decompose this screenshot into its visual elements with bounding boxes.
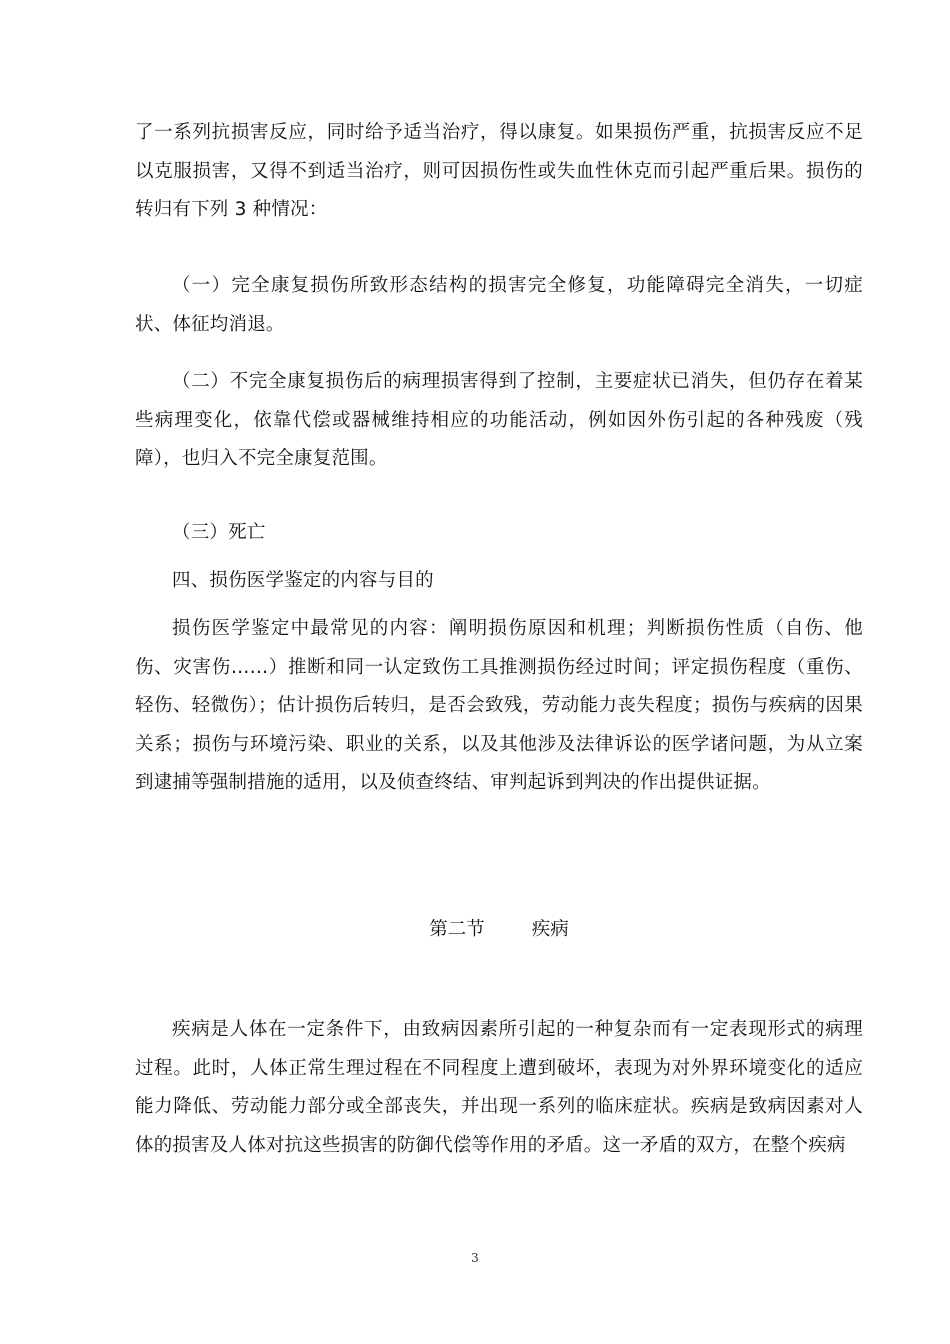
paragraph-identification-content: 损伤医学鉴定中最常见的内容：阐明损伤原因和机理；判断损伤性质（自伤、他伤、灾害伤……）推断和同一认定致伤工具推测损伤经过时间；评定损伤程度（重伤、轻伤、轻微伤）；估计损伤后转归，是否会致残，劳动能力丧失程度；损伤与疾病的因果关系；损伤与环境污染、职业的关系，以及其他涉及法律诉讼的医学诸问题，为从立案到逮捕等强制措施的适用，以及侦查终结、审判起诉到判决的作出提供证据。	[135, 618, 863, 793]
page-number: 3	[471, 1251, 479, 1265]
section-heading-disease: 第二节 疾病	[429, 919, 569, 940]
paragraph-full-recovery: （一）完全康复损伤所致形态结构的损害完全修复，功能障碍完全消失，一切症状、体征均消退。	[135, 275, 863, 335]
subsection-heading-identification: 四、损伤医学鉴定的内容与目的	[172, 570, 434, 591]
paragraph-death: （三）死亡	[172, 522, 266, 543]
paragraph-partial-recovery: （二）不完全康复损伤后的病理损害得到了控制，主要症状已消失，但仍存在着某些病理变化，依靠代偿或器械维持相应的功能活动，例如因外伤引起的各种残废（残障），也归入不完全康复范围。	[135, 371, 863, 469]
paragraph-injury-outcome: 了一系列抗损害反应，同时给予适当治疗，得以康复。如果损伤严重，抗损害反应不足以克服损害，又得不到适当治疗，则可因损伤性或失血性休克而引起严重后果。损伤的转归有下列 3 种情况：	[135, 122, 863, 220]
paragraph-disease-definition: 疾病是人体在一定条件下，由致病因素所引起的一种复杂而有一定表现形式的病理过程。此时，人体正常生理过程在不同程度上遭到破坏，表现为对外界环境变化的适应能力降低、劳动能力部分或全部丧失，并出现一系列的临床症状。疾病是致病因素对人体的损害及人体对抗这些损害的防御代偿等作用的矛盾。这一矛盾的双方，在整个疾病	[135, 1019, 863, 1156]
